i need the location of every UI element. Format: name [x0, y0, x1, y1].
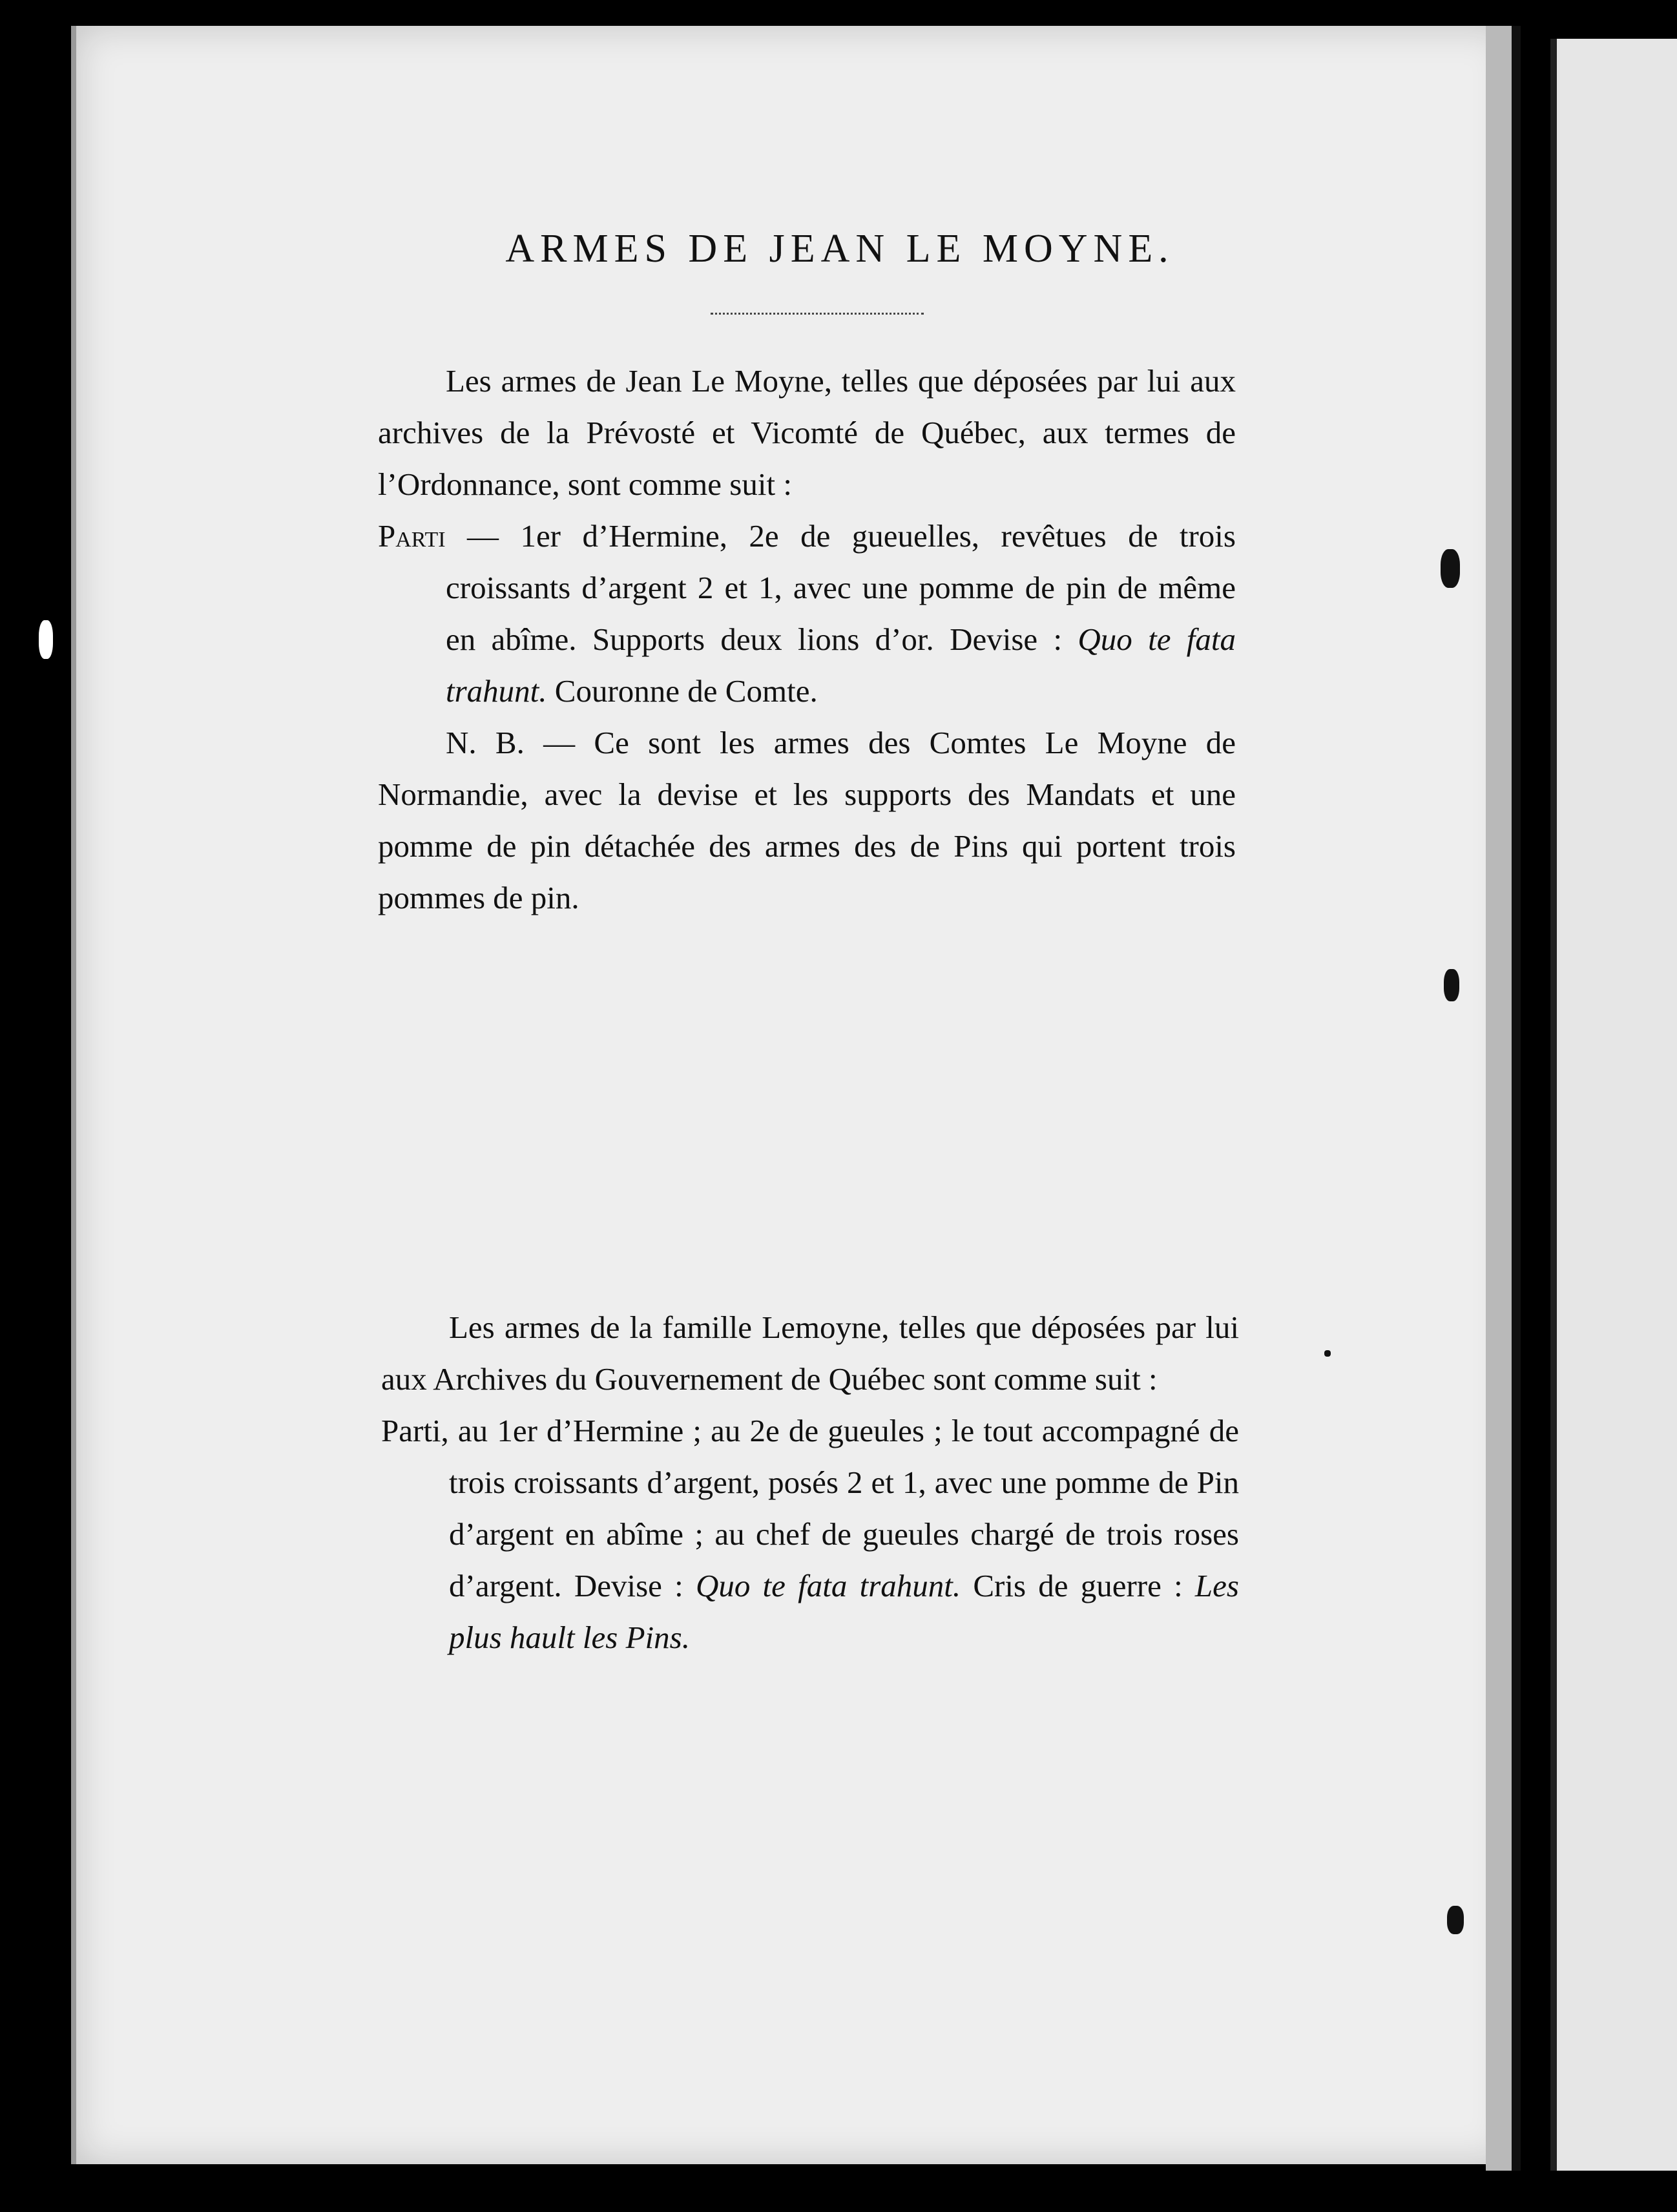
scan-speck — [1444, 969, 1459, 1001]
motto: Quo te fata trahunt. — [446, 621, 1236, 709]
parti-label: Parti — [378, 518, 446, 554]
parti-dash: — — [445, 518, 521, 554]
scan-speck — [1324, 1350, 1331, 1357]
war-cry: Les plus hault les Pins. — [449, 1568, 1239, 1655]
intro-paragraph-2: Les armes de la famille Lemoyne, telles que déposées par lui aux Archives du Gouvernement de Québec sont comme suit : — [381, 1309, 1239, 1397]
blazon-paragraph-2 — [381, 1405, 1239, 1664]
facing-page-edge — [1550, 39, 1677, 2171]
title-divider — [711, 313, 924, 315]
page-title: ARMES DE JEAN LE MOYNE. — [505, 227, 1174, 271]
nb-paragraph: N. B. — Ce sont les armes des Comtes Le Moyne de Normandie, avec la devise et les supports des Mandats et une pomme de pin détachée des armes des de Pins qui portent trois pommes de pin. — [378, 725, 1236, 915]
blazon-text-2: Parti, au 1er d’Hermine ; au 2e de gueules ; le tout accompagné de trois croissants d’argent, posés 2 et 1, avec une pomme de Pin d’argent en abîme ; au chef de gueules chargé de trois roses d’argent. Devise : — [381, 1413, 1239, 1603]
section-jean-le-moyne — [378, 355, 1236, 924]
book-page — [71, 26, 1510, 2164]
intro-paragraph: Les armes de Jean Le Moyne, telles que déposées par lui aux archives de la Prévosté et Vicomté de Québec, aux termes de l’Ordonnance, sont comme suit : — [378, 363, 1236, 502]
motto-2: Quo te fata trahunt. — [695, 1568, 961, 1603]
scan-speck — [1441, 549, 1460, 588]
scan-speck — [39, 620, 53, 659]
section-famille-lemoyne — [381, 1302, 1239, 1664]
war-cry-label: Cris de guerre : — [961, 1568, 1195, 1603]
blazon-end: Couronne de Comte. — [547, 673, 818, 709]
blazon-paragraph — [378, 510, 1236, 717]
scan-speck — [1447, 1906, 1464, 1934]
blazon-text: 1er d’Hermine, 2e de gueuelles, revêtues de trois croissants d’argent 2 et 1, avec une pomme de pin de même en abîme. Supports deux lions d’or. Devise : — [446, 518, 1236, 657]
page-binding-edge — [1486, 26, 1521, 2171]
